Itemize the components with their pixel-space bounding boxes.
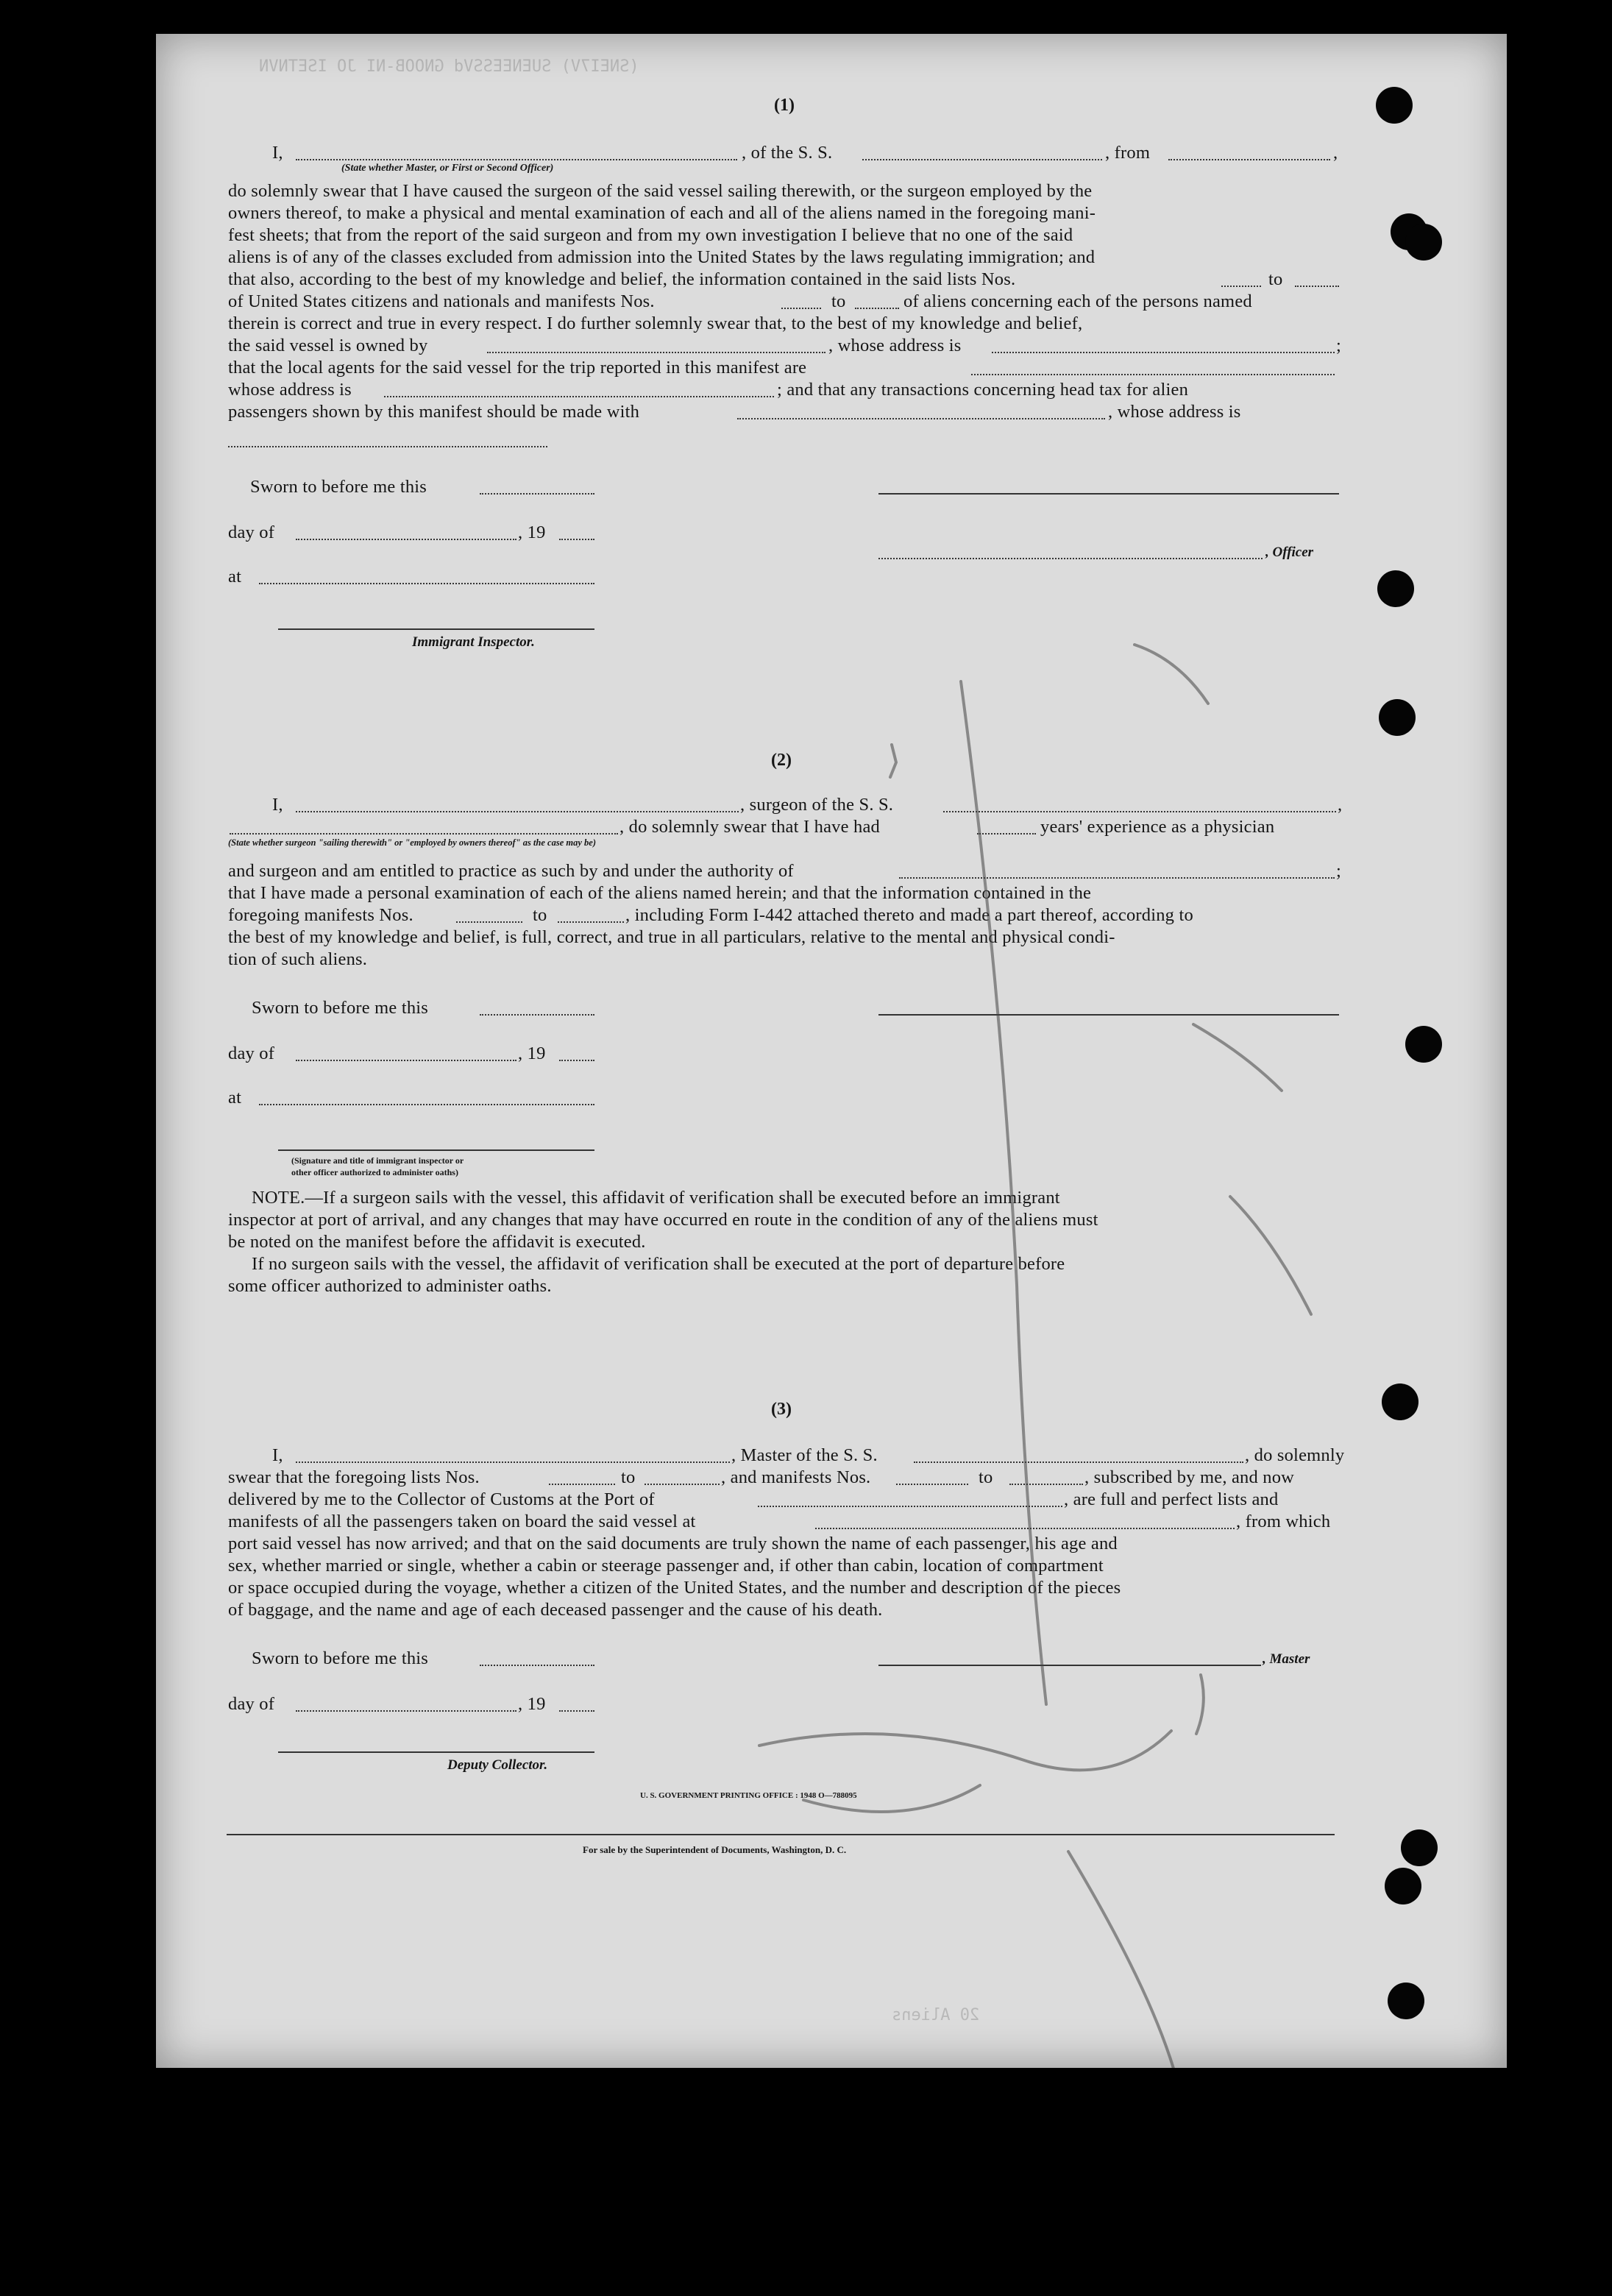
sec3-line-6: or space occupied during the voyage, whether a citizen of the United States, and the number and description of the pieces	[228, 1578, 1121, 1598]
sec1-line-6-to: to	[831, 291, 846, 311]
sec2-years-label: years' experience as a physician	[1040, 817, 1275, 837]
sec3-year-label: , 19	[518, 1694, 546, 1714]
sec3-line-3-end: , from which	[1236, 1512, 1331, 1531]
sec1-line-3: fest sheets; that from the report of the said surgeon and from my own investigation I believe that no one of the said	[228, 225, 1073, 245]
signature-scrawl	[759, 1731, 1171, 1770]
sec2-line-3-to: to	[533, 905, 547, 925]
sec2-line-1-end: ;	[1336, 861, 1342, 881]
sec2-line-3-end: , including Form I-442 attached thereto and made a part thereof, according to	[625, 905, 1193, 925]
binder-hole-10	[1388, 1983, 1424, 2019]
sec1-line-9: that the local agents for the said vessel for the trip reported in this manifest are	[228, 358, 807, 378]
sec1-line-5: that also, according to the best of my knowledge and belief, the information contained in the said lists Nos.	[228, 269, 1016, 289]
pencil-tick-2	[1196, 1675, 1204, 1734]
sec1-ss-label: , of the S. S.	[742, 143, 833, 163]
binder-hole-3	[1405, 224, 1442, 261]
section-3-heading: (3)	[771, 1400, 792, 1419]
sec3-collector-label: Deputy Collector.	[447, 1757, 548, 1773]
section-2-heading: (2)	[771, 751, 792, 770]
sec1-officer-label: , Officer	[1265, 545, 1314, 560]
sec1-line-7: therein is correct and true in every respect. I do further solemnly swear that, to the best of my knowledge and belief,	[228, 313, 1083, 333]
sec1-at-label: at	[228, 567, 242, 587]
sec2-note-line-3: be noted on the manifest before the affidavit is executed.	[228, 1232, 646, 1252]
sec1-sub-note: (State whether Master, or First or Second Officer)	[341, 163, 554, 174]
sec2-year-label: , 19	[518, 1044, 546, 1063]
bleed-through-header: (SNEI7V) SUENEESSVd GNOOB-NI JO ISETNVN	[259, 57, 639, 76]
sec2-at-label: at	[228, 1088, 242, 1108]
sec2-swear-label: , do solemnly swear that I have had	[619, 817, 880, 837]
sec1-line-5-to: to	[1268, 269, 1283, 289]
binder-hole-6	[1405, 1026, 1442, 1063]
pencil-tick-1	[890, 745, 896, 777]
manifest-form-page	[156, 34, 1507, 2068]
sec2-sub-note: (State whether surgeon "sailing therewith" or "employed by owners thereof" as the case may be)	[228, 837, 596, 848]
sec2-note-line-4: If no surgeon sails with the vessel, the affidavit of verification shall be executed at the port of departure before	[252, 1254, 1065, 1274]
sec2-line-3: foregoing manifests Nos.	[228, 905, 413, 925]
sec1-line-10: whose address is	[228, 380, 352, 400]
binder-hole-5	[1379, 699, 1416, 736]
sec3-i-label: I,	[272, 1445, 283, 1465]
binder-hole-7	[1382, 1383, 1419, 1420]
pencil-stroke-low	[1068, 1852, 1179, 2068]
sec2-note-line-1: NOTE.—If a surgeon sails with the vessel, this affidavit of verification shall be executed before an immigrant	[252, 1188, 1060, 1208]
sec1-line-6-end: of aliens concerning each of the persons named	[903, 291, 1252, 311]
sec2-comma: ,	[1338, 795, 1343, 815]
sec3-line-1-to: to	[621, 1467, 636, 1487]
signature-scrawl-2	[803, 1785, 980, 1812]
sec3-line-1-manifests: , and manifests Nos.	[721, 1467, 871, 1487]
sec3-solemnly-label: , do solemnly	[1245, 1445, 1345, 1465]
pencil-check-3	[1230, 1197, 1311, 1314]
sec1-year-label: , 19	[518, 522, 546, 542]
sec1-line-11: passengers shown by this manifest should be made with	[228, 402, 640, 422]
sec3-line-1-end: , subscribed by me, and now	[1084, 1467, 1295, 1487]
sec3-master-label: , Master of the S. S.	[731, 1445, 878, 1465]
sec2-line-5: tion of such aliens.	[228, 949, 368, 969]
sec3-line-5: sex, whether married or single, whether a cabin or steerage passenger and, if other than cabin, location of compartment	[228, 1556, 1104, 1576]
sec3-line-2-end: , are full and perfect lists and	[1064, 1489, 1279, 1509]
sec2-note-line-5: some officer authorized to administer oaths.	[228, 1276, 552, 1296]
sec1-i-label: I,	[272, 143, 283, 163]
sec1-line-1: do solemnly swear that I have caused the surgeon of the said vessel sailing therewith, or the surgeon employed by the	[228, 181, 1093, 201]
pencil-marks-overlay	[156, 34, 1507, 2068]
sec2-line-2: that I have made a personal examination of each of the aliens named herein; and that the information contained in the	[228, 883, 1092, 903]
sec2-sig-note-2: other officer authorized to administer oaths)	[291, 1167, 458, 1177]
sec1-line-10-end: ; and that any transactions concerning head tax for alien	[777, 380, 1189, 400]
sec3-line-3: manifests of all the passengers taken on board the said vessel at	[228, 1512, 696, 1531]
binder-hole-4	[1377, 570, 1414, 607]
sec2-day-of-label: day of	[228, 1044, 275, 1063]
pencil-check-2	[1193, 1024, 1282, 1091]
sec3-line-2: delivered by me to the Collector of Customs at the Port of	[228, 1489, 655, 1509]
sec1-comma: ,	[1333, 143, 1338, 163]
section-1-heading: (1)	[774, 96, 795, 115]
sec3-line-1-to-2: to	[979, 1467, 993, 1487]
sec3-line-7: of baggage, and the name and age of each deceased passenger and the cause of his death.	[228, 1600, 883, 1620]
sec1-line-6: of United States citizens and nationals and manifests Nos.	[228, 291, 655, 311]
sec3-line-1: swear that the foregoing lists Nos.	[228, 1467, 480, 1487]
sec1-day-of-label: day of	[228, 522, 275, 542]
sec3-line-4: port said vessel has now arrived; and that on the said documents are truly shown the name of each passenger, his age and	[228, 1534, 1118, 1553]
sec1-line-4: aliens is of any of the classes excluded from admission into the United States by the laws regulating immigration; and	[228, 247, 1096, 267]
sec3-day-of-label: day of	[228, 1694, 275, 1714]
sec3-sworn-label: Sworn to before me this	[252, 1648, 429, 1668]
sale-notice: For sale by the Superintendent of Documents, Washington, D. C.	[583, 1844, 847, 1855]
binder-hole-1	[1376, 87, 1413, 124]
sec2-i-label: I,	[272, 795, 283, 815]
sec2-sig-note-1: (Signature and title of immigrant inspector or	[291, 1155, 464, 1166]
sec1-sworn-label: Sworn to before me this	[250, 477, 427, 497]
pencil-stroke-long	[961, 681, 1046, 1704]
sec1-line-8-end: ;	[1336, 336, 1342, 355]
sec1-line-11-end: , whose address is	[1108, 402, 1241, 422]
sec1-from-label: , from	[1105, 143, 1151, 163]
sec2-line-4: the best of my knowledge and belief, is full, correct, and true in all particulars, relative to the mental and physical condi-	[228, 927, 1115, 947]
sec1-line-8: the said vessel is owned by	[228, 336, 428, 355]
pencil-check-1	[1135, 645, 1208, 704]
sec2-note-line-2: inspector at port of arrival, and any changes that may have occurred en route in the condition of any of the aliens must	[228, 1210, 1098, 1230]
sec1-inspector-label: Immigrant Inspector.	[412, 634, 535, 650]
sec2-surgeon-label: , surgeon of the S. S.	[740, 795, 894, 815]
sec3-master-sign-label: , Master	[1263, 1651, 1310, 1667]
sec1-line-8-address: , whose address is	[828, 336, 962, 355]
sec2-sworn-label: Sworn to before me this	[252, 998, 429, 1018]
binder-hole-8	[1401, 1829, 1438, 1866]
binder-hole-9	[1385, 1868, 1421, 1905]
printing-office-imprint: U. S. GOVERNMENT PRINTING OFFICE : 1948 O—788095	[640, 1791, 857, 1800]
sec2-line-1: and surgeon and am entitled to practice as such by and under the authority of	[228, 861, 794, 881]
sec1-line-2: owners thereof, to make a physical and mental examination of each and all of the aliens named in the foregoing mani-	[228, 203, 1096, 223]
bleed-through-footer: 20 Aliens	[892, 2006, 980, 2024]
